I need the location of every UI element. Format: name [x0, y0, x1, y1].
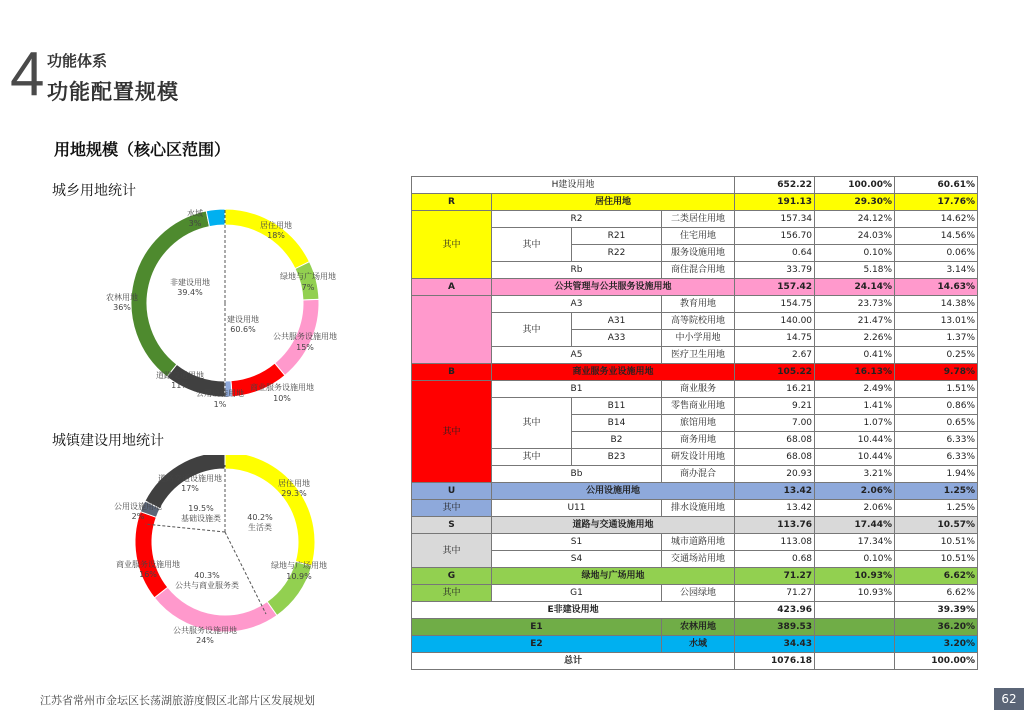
table-cell: 0.41%: [815, 347, 895, 364]
table-row: [412, 296, 978, 313]
table-cell: 2.06%: [815, 483, 895, 500]
chart1-outer-label: 绿地与广场用地: [280, 272, 336, 281]
table-cell: 交通场站用地: [662, 551, 735, 568]
table-cell: 14.75: [735, 330, 815, 347]
table-cell: B: [412, 364, 492, 381]
chart1-outer-label: 水域: [187, 209, 203, 218]
table-cell: 6.62%: [895, 585, 978, 602]
table-cell: 公共管理与公共服务设施用地: [492, 279, 735, 296]
page-number: 62: [994, 688, 1024, 710]
table-cell: S4: [492, 551, 662, 568]
table-cell: 24.03%: [815, 228, 895, 245]
table-cell: 研发设计用地: [662, 449, 735, 466]
table-cell: U11: [492, 500, 662, 517]
table-cell: 23.73%: [815, 296, 895, 313]
table-cell: 10.44%: [815, 432, 895, 449]
chart1-inner-label: 非建设用地: [170, 278, 210, 287]
chart1-inner-pct: 60.6%: [230, 325, 256, 334]
table-cell: 1.41%: [815, 398, 895, 415]
table-cell: 教育用地: [662, 296, 735, 313]
table-cell: 其中: [412, 500, 492, 517]
table-cell: H建设用地: [412, 177, 735, 194]
table-cell: 389.53: [735, 619, 815, 636]
table-cell: 高等院校用地: [662, 313, 735, 330]
table-row: [412, 398, 978, 415]
table-cell: 服务设施用地: [662, 245, 735, 262]
table-cell: 29.30%: [815, 194, 895, 211]
table-cell: 113.08: [735, 534, 815, 551]
table-cell: 21.47%: [815, 313, 895, 330]
table-cell: 1.07%: [815, 415, 895, 432]
table-row: [412, 500, 978, 517]
table-row: [412, 466, 978, 483]
table-cell: 1.51%: [895, 381, 978, 398]
chart1-title: 城乡用地统计: [52, 183, 136, 199]
table-cell: 10.93%: [815, 568, 895, 585]
table-cell-empty: [815, 636, 895, 653]
table-cell: 154.75: [735, 296, 815, 313]
chart2-inner-pct: 19.5%: [188, 504, 214, 513]
table-cell: 13.01%: [895, 313, 978, 330]
chart1-outer-label: 居住用地: [260, 221, 292, 230]
table-cell: E非建设用地: [412, 602, 735, 619]
table-cell: 住宅用地: [662, 228, 735, 245]
table-cell: R: [412, 194, 492, 211]
table-cell: 71.27: [735, 568, 815, 585]
section-title: 功能配置规模: [47, 80, 179, 104]
table-cell: 5.18%: [815, 262, 895, 279]
table-cell: 零售商业用地: [662, 398, 735, 415]
chart1-outer-pct: 11%: [171, 381, 189, 390]
table-cell-empty: [815, 653, 895, 670]
table-cell: Rb: [492, 262, 662, 279]
table-cell: 17.76%: [895, 194, 978, 211]
table-cell: 36.20%: [895, 619, 978, 636]
table-cell: 24.12%: [815, 211, 895, 228]
table-cell: 3.21%: [815, 466, 895, 483]
table-cell: 2.67: [735, 347, 815, 364]
table-cell: 其中: [492, 313, 572, 347]
table-cell: 1.25%: [895, 483, 978, 500]
chart2-outer-pct: 17%: [181, 484, 199, 493]
table-cell: 0.25%: [895, 347, 978, 364]
table-cell: 3.14%: [895, 262, 978, 279]
table-cell: 排水设施用地: [662, 500, 735, 517]
table-cell: 17.34%: [815, 534, 895, 551]
table-cell: A3: [492, 296, 662, 313]
table-cell: 157.42: [735, 279, 815, 296]
table-row: [412, 636, 978, 653]
table-cell: 3.20%: [895, 636, 978, 653]
table-cell: 旅馆用地: [662, 415, 735, 432]
table-cell: 其中: [412, 534, 492, 568]
table-cell: 0.10%: [815, 245, 895, 262]
table-cell: 60.61%: [895, 177, 978, 194]
table-cell: 14.56%: [895, 228, 978, 245]
table-cell: 34.43: [735, 636, 815, 653]
chart2-slice: [135, 512, 168, 598]
section-subtitle: 功能体系: [47, 52, 108, 70]
table-cell: 6.62%: [895, 568, 978, 585]
table-cell: 公园绿地: [662, 585, 735, 602]
chart2-divider: [225, 532, 266, 614]
section-number: 4: [10, 40, 45, 109]
chart2-inner-pct: 40.3%: [194, 571, 220, 580]
table-cell: 商住混合用地: [662, 262, 735, 279]
table-row: [412, 279, 978, 296]
table-cell: 2.49%: [815, 381, 895, 398]
table-cell: 17.44%: [815, 517, 895, 534]
table-cell: B14: [572, 415, 662, 432]
chart2-slice: [225, 455, 315, 566]
table-cell: 居住用地: [492, 194, 735, 211]
table-row: [412, 211, 978, 228]
table-cell: B2: [572, 432, 662, 449]
table-cell-empty: [412, 296, 492, 364]
table-cell: U: [412, 483, 492, 500]
table-cell: 33.79: [735, 262, 815, 279]
table-cell: A: [412, 279, 492, 296]
table-cell: 1076.18: [735, 653, 815, 670]
table-cell: 10.51%: [895, 534, 978, 551]
table-row: [412, 483, 978, 500]
table-cell: 商务用地: [662, 432, 735, 449]
table-cell: 其中: [492, 228, 572, 262]
table-cell: 14.62%: [895, 211, 978, 228]
table-cell: 100.00%: [815, 177, 895, 194]
table-cell: 0.10%: [815, 551, 895, 568]
chart1-outer-label: 公共服务设施用地: [273, 332, 337, 341]
table-cell: 10.44%: [815, 449, 895, 466]
table-cell: 20.93: [735, 466, 815, 483]
table-cell: 城市道路用地: [662, 534, 735, 551]
table-cell: 0.68: [735, 551, 815, 568]
table-cell: 其中: [492, 449, 572, 466]
chart1-outer-label: 农林用地: [106, 293, 138, 302]
table-row: [412, 313, 978, 330]
table-row: [412, 517, 978, 534]
table-cell: 二类居住用地: [662, 211, 735, 228]
chart1-donut: [80, 195, 380, 415]
table-cell: 191.13: [735, 194, 815, 211]
table-cell: 绿地与广场用地: [492, 568, 735, 585]
table-cell: 0.06%: [895, 245, 978, 262]
table-cell: A5: [492, 347, 662, 364]
chart2-inner-label: 生活类: [248, 523, 272, 532]
table-cell: 商办混合: [662, 466, 735, 483]
table-cell: 10.57%: [895, 517, 978, 534]
table-cell: 其中: [412, 211, 492, 279]
table-cell: 其中: [412, 585, 492, 602]
table-cell: 0.64: [735, 245, 815, 262]
table-row: [412, 262, 978, 279]
table-cell: 13.42: [735, 500, 815, 517]
chart1-outer-pct: 36%: [113, 303, 131, 312]
table-cell: G1: [492, 585, 662, 602]
chart2-outer-label: 居住用地: [278, 479, 310, 488]
table-cell: G: [412, 568, 492, 585]
table-cell: A33: [572, 330, 662, 347]
table-cell: B11: [572, 398, 662, 415]
table-cell: 9.78%: [895, 364, 978, 381]
table-cell: 6.33%: [895, 449, 978, 466]
table-cell: 156.70: [735, 228, 815, 245]
table-cell: 1.37%: [895, 330, 978, 347]
chart1-outer-pct: 18%: [267, 231, 285, 240]
table-cell: 道路与交通设施用地: [492, 517, 735, 534]
chart2-outer-label: 绿地与广场用地: [271, 561, 327, 570]
table-row: [412, 449, 978, 466]
chart2-inner-pct: 40.2%: [247, 513, 273, 522]
table-cell: 其中: [492, 398, 572, 449]
table-cell: 中小学用地: [662, 330, 735, 347]
chart2-inner-label: 基础设施类: [181, 514, 221, 523]
chart2-outer-pct: 29.3%: [281, 489, 307, 498]
table-cell: 105.22: [735, 364, 815, 381]
table-row: [412, 602, 978, 619]
table-cell: 68.08: [735, 449, 815, 466]
table-cell: 157.34: [735, 211, 815, 228]
chart1-outer-pct: 3%: [188, 219, 202, 228]
table-cell: 商业服务业设施用地: [492, 364, 735, 381]
table-cell: 14.63%: [895, 279, 978, 296]
table-row: [412, 381, 978, 398]
chart1-outer-pct: 10%: [273, 394, 291, 403]
table-cell: 7.00: [735, 415, 815, 432]
table-cell: Bb: [492, 466, 662, 483]
table-cell: 0.86%: [895, 398, 978, 415]
table-row: [412, 177, 978, 194]
table-cell: 2.26%: [815, 330, 895, 347]
table-row: [412, 619, 978, 636]
chart2-outer-label: 公用设施用地: [114, 502, 162, 511]
table-cell: 6.33%: [895, 432, 978, 449]
table-cell: 总计: [412, 653, 735, 670]
table-cell: R2: [492, 211, 662, 228]
table-row: [412, 585, 978, 602]
table-cell: A31: [572, 313, 662, 330]
table-row: [412, 347, 978, 364]
table-cell: 423.96: [735, 602, 815, 619]
land-use-table: [411, 176, 978, 670]
table-cell: 68.08: [735, 432, 815, 449]
chart1-inner-label: 建设用地: [227, 315, 259, 324]
table-row: [412, 568, 978, 585]
table-cell: 39.39%: [895, 602, 978, 619]
chart2-divider: [145, 524, 225, 532]
table-cell: 医疗卫生用地: [662, 347, 735, 364]
page-title: 用地规模（核心区范围）: [54, 140, 231, 159]
table-cell: 公用设施用地: [492, 483, 735, 500]
chart1-slice: [206, 209, 225, 227]
table-row: [412, 534, 978, 551]
table-cell: 14.38%: [895, 296, 978, 313]
table-cell: 10.51%: [895, 551, 978, 568]
chart1-outer-pct: 1%: [213, 400, 227, 409]
chart1-outer-pct: 15%: [296, 343, 314, 352]
table-cell: 农林用地: [662, 619, 735, 636]
table-cell: 113.76: [735, 517, 815, 534]
table-cell: E2: [412, 636, 662, 653]
chart2-outer-pct: 24%: [196, 636, 214, 645]
chart2-outer-pct: 16%: [139, 570, 157, 579]
table-row: [412, 364, 978, 381]
chart2-outer-label: 商业服务设施用地: [116, 560, 180, 569]
chart2-outer-pct: 2%: [131, 512, 145, 521]
table-cell: 1.94%: [895, 466, 978, 483]
table-cell: 水域: [662, 636, 735, 653]
table-cell: S1: [492, 534, 662, 551]
table-row: [412, 194, 978, 211]
table-cell: 其中: [412, 381, 492, 483]
chart2-donut: [80, 455, 380, 655]
table-cell-empty: [815, 619, 895, 636]
chart1-outer-label: 商业服务设施用地: [250, 383, 314, 392]
table-cell: E1: [412, 619, 662, 636]
chart1-inner-pct: 39.4%: [177, 288, 203, 297]
footer-text: 江苏省常州市金坛区长荡湖旅游度假区北部片区发展规划: [40, 694, 315, 707]
chart2-outer-label: 公共服务设施用地: [173, 626, 237, 635]
chart2-outer-pct: 10.9%: [286, 572, 312, 581]
table-cell: 140.00: [735, 313, 815, 330]
table-cell: R22: [572, 245, 662, 262]
table-cell: 2.06%: [815, 500, 895, 517]
table-row: [412, 551, 978, 568]
chart1-outer-pct: 7%: [301, 283, 315, 292]
table-cell: 13.42: [735, 483, 815, 500]
table-cell: 16.13%: [815, 364, 895, 381]
table-cell: 652.22: [735, 177, 815, 194]
table-cell-empty: [815, 602, 895, 619]
table-cell: 10.93%: [815, 585, 895, 602]
table-cell: 100.00%: [895, 653, 978, 670]
chart1-outer-label: 道路交通用地: [156, 371, 204, 380]
table-cell: R21: [572, 228, 662, 245]
table-cell: 16.21: [735, 381, 815, 398]
table-row: [412, 653, 978, 670]
table-cell: S: [412, 517, 492, 534]
table-cell: 24.14%: [815, 279, 895, 296]
table-cell: 商业服务: [662, 381, 735, 398]
table-cell: B1: [492, 381, 662, 398]
chart1-outer-label: 公用设施用地: [196, 389, 244, 398]
table-cell: 0.65%: [895, 415, 978, 432]
chart2-outer-label: 道路交通设施用地: [158, 474, 222, 483]
chart2-title: 城镇建设用地统计: [52, 433, 164, 449]
table-cell: 71.27: [735, 585, 815, 602]
table-cell: B23: [572, 449, 662, 466]
table-cell: 9.21: [735, 398, 815, 415]
table-cell: 1.25%: [895, 500, 978, 517]
chart2-inner-label: 公共与商业服务类: [175, 581, 239, 590]
table-row: [412, 228, 978, 245]
